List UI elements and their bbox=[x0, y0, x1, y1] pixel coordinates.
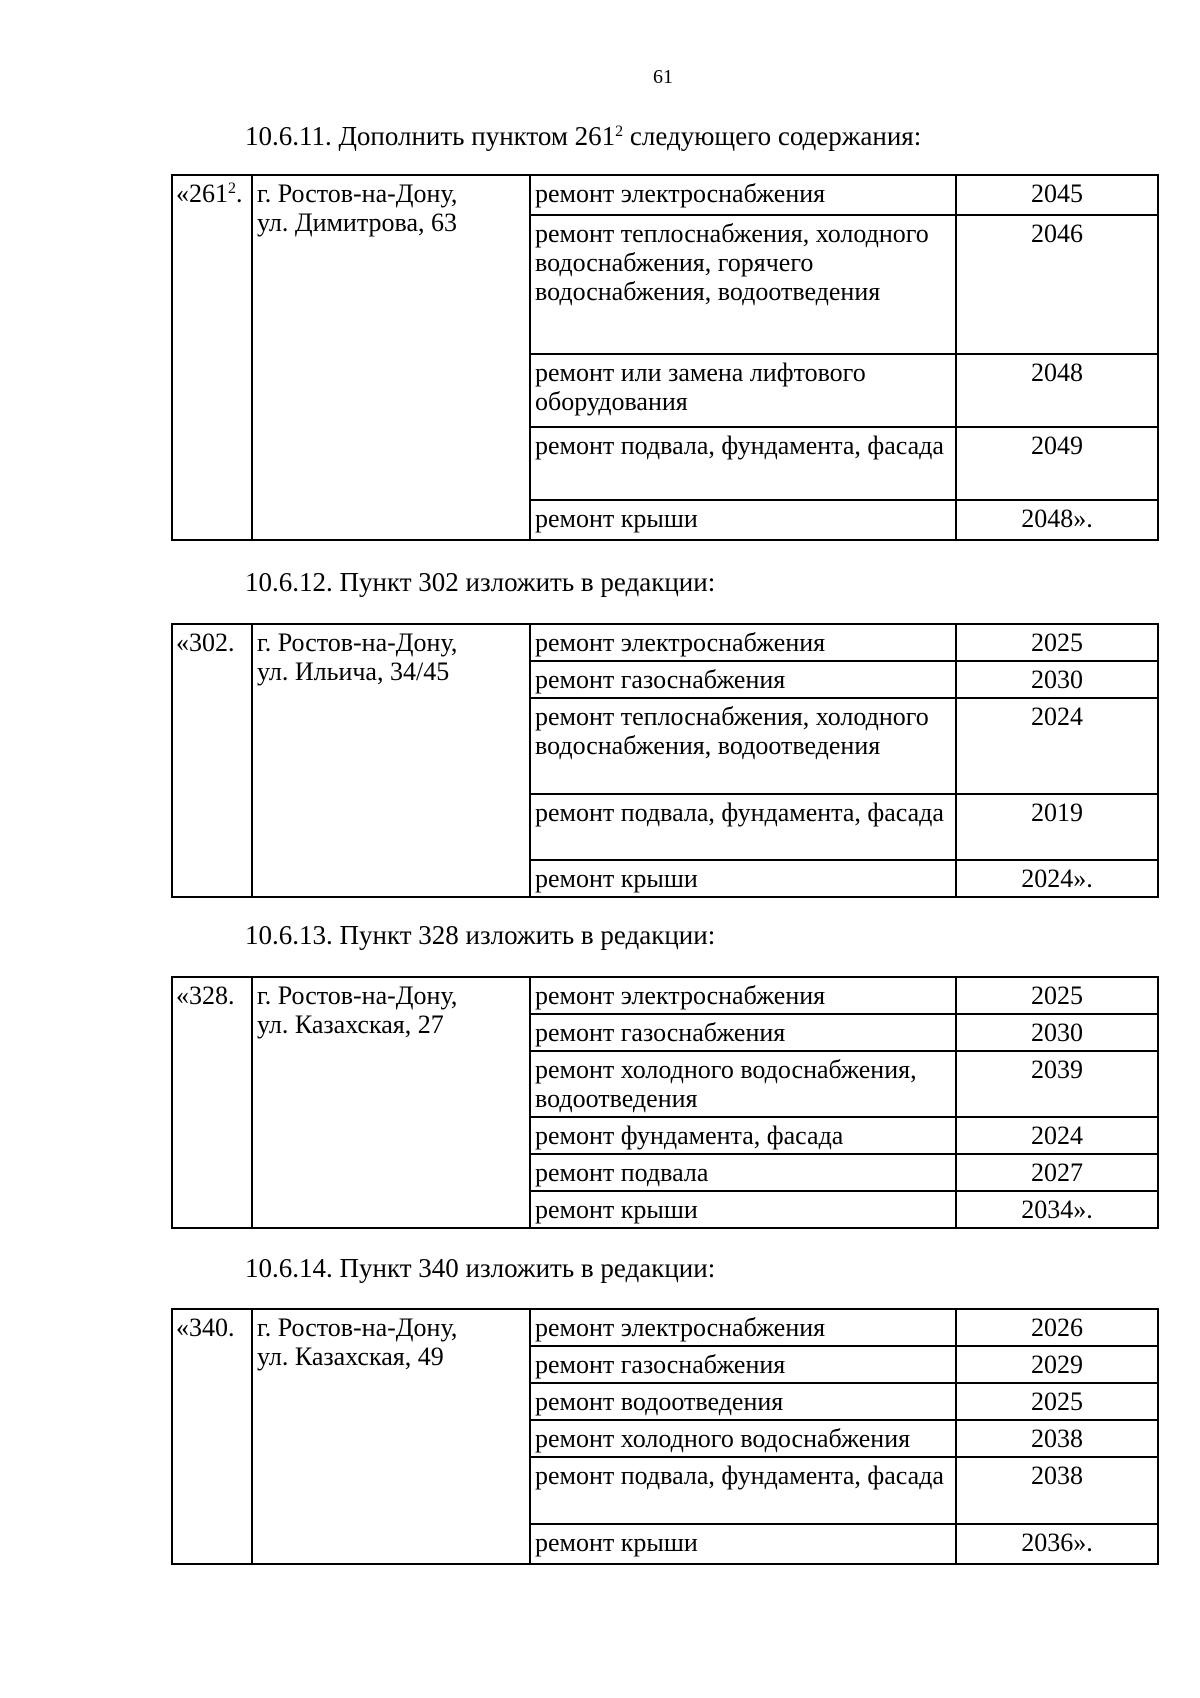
work-type-cell: ремонт фундамента, фасада bbox=[530, 1117, 956, 1154]
work-type-cell: ремонт газоснабжения bbox=[530, 1014, 956, 1051]
address-city: г. Ростов-на-Дону, bbox=[257, 179, 458, 208]
amendment-section-10-6-11 bbox=[171, 116, 1157, 541]
amendment-table bbox=[171, 174, 1159, 541]
year-cell: 2025 bbox=[956, 624, 1158, 661]
year-cell: 2029 bbox=[956, 1346, 1158, 1383]
year-cell: 2024». bbox=[956, 860, 1158, 897]
work-type-cell: ремонт подвала, фундамента, фасада bbox=[530, 1457, 956, 1524]
section-heading: 10.6.13. Пункт 328 изложить в редакции: bbox=[245, 920, 716, 950]
year-cell: 2046 bbox=[956, 215, 1158, 354]
year-cell: 2048 bbox=[956, 354, 1158, 427]
year-cell: 2049 bbox=[956, 427, 1158, 500]
year-cell: 2036». bbox=[956, 1524, 1158, 1564]
work-type-cell: ремонт крыши bbox=[530, 860, 956, 897]
work-type-cell: ремонт теплоснабжения, холодного водоснабжения, горячего водоснабжения, водоотведения bbox=[530, 215, 956, 354]
year-cell: 2045 bbox=[956, 175, 1158, 215]
work-type-cell: ремонт теплоснабжения, холодного водоснабжения, водоотведения bbox=[530, 698, 956, 794]
year-cell: 2024 bbox=[956, 698, 1158, 794]
year-cell: 2025 bbox=[956, 977, 1158, 1014]
work-type-cell: ремонт или замена лифтового оборудования bbox=[530, 354, 956, 427]
year-cell: 2039 bbox=[956, 1051, 1158, 1117]
year-cell: 2038 bbox=[956, 1420, 1158, 1457]
work-type-cell: ремонт крыши bbox=[530, 500, 956, 540]
work-type-cell: ремонт электроснабжения bbox=[530, 624, 956, 661]
item-number-cell: «328. bbox=[172, 977, 252, 1228]
year-cell: 2038 bbox=[956, 1457, 1158, 1524]
work-type-cell: ремонт электроснабжения bbox=[530, 175, 956, 215]
work-type-cell: ремонт холодного водоснабжения bbox=[530, 1420, 956, 1457]
work-type-cell: ремонт подвала, фундамента, фасада bbox=[530, 794, 956, 860]
year-cell: 2026 bbox=[956, 1309, 1158, 1346]
work-type-cell: ремонт газоснабжения bbox=[530, 661, 956, 698]
work-type-cell: ремонт газоснабжения bbox=[530, 1346, 956, 1383]
address-city: г. Ростов-на-Дону, bbox=[257, 981, 458, 1010]
amendment-section-10-6-14 bbox=[171, 1248, 1157, 1565]
amendment-table bbox=[171, 1308, 1159, 1565]
work-type-cell: ремонт крыши bbox=[530, 1524, 956, 1564]
year-cell: 2019 bbox=[956, 794, 1158, 860]
year-cell: 2025 bbox=[956, 1383, 1158, 1420]
address-street: ул. Казахская, 49 bbox=[257, 1342, 444, 1371]
work-type-cell: ремонт электроснабжения bbox=[530, 1309, 956, 1346]
item-number-cell: «$261^2$. bbox=[172, 175, 252, 540]
section-heading: 10.6.11. Дополнить пунктом $261^2$ следующего содержания: bbox=[245, 121, 922, 151]
item-number: «261 bbox=[176, 179, 228, 208]
amendment-section-10-6-12 bbox=[171, 562, 1157, 898]
address-city: г. Ростов-на-Дону, bbox=[257, 1313, 458, 1342]
work-type-cell: ремонт электроснабжения bbox=[530, 977, 956, 1014]
address-cell bbox=[252, 175, 530, 540]
address-cell bbox=[252, 1309, 530, 1564]
address-street: ул. Димитрова, 63 bbox=[257, 208, 458, 237]
item-number-superscript: 2 bbox=[228, 180, 236, 197]
amendment-section-10-6-13 bbox=[171, 915, 1157, 1229]
item-number-cell: «302. bbox=[172, 624, 252, 897]
item-number-cell: «340. bbox=[172, 1309, 252, 1564]
year-cell: 2024 bbox=[956, 1117, 1158, 1154]
year-cell: 2048». bbox=[956, 500, 1158, 540]
amendment-table bbox=[171, 623, 1159, 898]
work-type-cell: ремонт подвала, фундамента, фасада bbox=[530, 427, 956, 500]
page-number: 61 bbox=[653, 66, 673, 88]
address-street: ул. Казахская, 27 bbox=[257, 1010, 444, 1039]
work-type-cell: ремонт водоотведения bbox=[530, 1383, 956, 1420]
year-cell: 2030 bbox=[956, 1014, 1158, 1051]
address-city: г. Ростов-на-Дону, bbox=[257, 628, 458, 657]
section-heading: 10.6.12. Пункт 302 изложить в редакции: bbox=[245, 567, 716, 597]
year-cell: 2034». bbox=[956, 1191, 1158, 1228]
section-heading: 10.6.14. Пункт 340 изложить в редакции: bbox=[245, 1253, 716, 1283]
address-cell bbox=[252, 624, 530, 897]
address-street: ул. Ильича, 34/45 bbox=[257, 657, 450, 686]
work-type-cell: ремонт подвала bbox=[530, 1154, 956, 1191]
work-type-cell: ремонт крыши bbox=[530, 1191, 956, 1228]
year-cell: 2030 bbox=[956, 661, 1158, 698]
work-type-cell: ремонт холодного водоснабжения, водоотведения bbox=[530, 1051, 956, 1117]
year-cell: 2027 bbox=[956, 1154, 1158, 1191]
address-cell bbox=[252, 977, 530, 1228]
amendment-table bbox=[171, 976, 1159, 1229]
